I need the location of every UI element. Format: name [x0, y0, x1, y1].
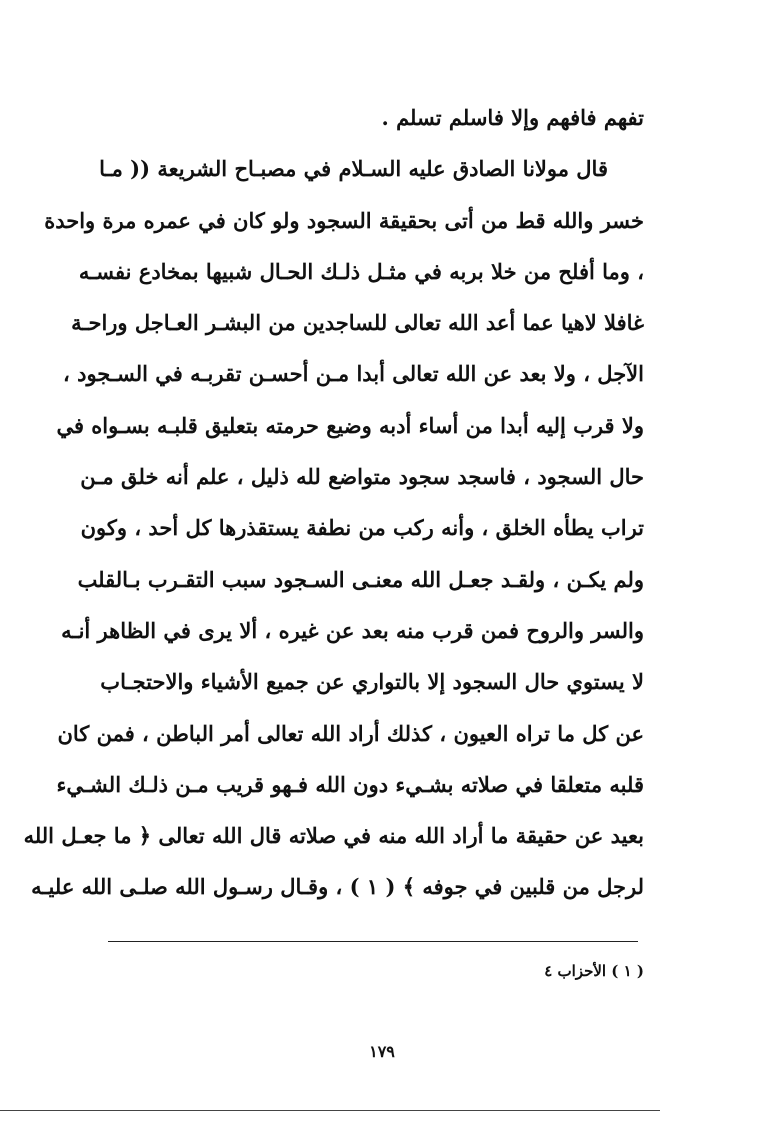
text-line: بعيد عن حقيقة ما أراد الله منه في صلاته قال الله تعالى ﴿ ما جعـل الله — [23, 823, 644, 849]
text-line: لا يستوي حال السجود إلا بالتواري عن جميع الأشياء والاحتجـاب — [100, 669, 644, 695]
text-line: والسر والروح فمن قرب منه بعد عن غيره ، ألا يرى في الظاهر أنـه — [61, 617, 644, 643]
text-line: ، وما أفلح من خلا بربه في مثـل ذلـك الحـال شبيها بمخادع نفسـه — [78, 258, 644, 284]
text-line: لرجل من قلبين في جوفه ﴾ ( ١ ) ، وقـال رسـول الله صلـى الله عليـه — [31, 874, 644, 900]
text-line: غافلا لاهيا عما أعد الله تعالى للساجدين من البشـر العـاجل وراحـة — [71, 310, 644, 336]
text-line: خسر والله قط من أتى بحقيقة السجود ولو كان في عمره مرة واحدة — [44, 207, 644, 233]
scan-edge-line — [0, 1110, 660, 1111]
text-line: ولا قرب إليه أبدا من أساء أدبه وضيع حرمته بتعليق قلبـه بسـواه في — [56, 412, 644, 438]
page-number: ١٧٩ — [369, 1042, 395, 1061]
text-line: عن كل ما تراه العيون ، كذلك أراد الله تعالى أمر الباطن ، فمن كان — [57, 720, 644, 746]
text-line: قلبه متعلقا في صلاته بشـيء دون الله فـهو قريب مـن ذلـك الشـيء — [56, 771, 644, 797]
text-line: تراب يطأه الخلق ، وأنه ركب من نطفة يستقذرها كل أحد ، وكون — [80, 515, 644, 541]
text-line: تفهم فافهم وإلا فاسلم تسلم . — [381, 105, 644, 130]
text-line: ولم يكـن ، ولقـد جعـل الله معنـى السـجود سبب التقـرب بـالقلب — [77, 566, 644, 592]
text-line: الآجل ، ولا بعد عن الله تعالى أبدا مـن أحسـن تقربـه في السـجود ، — [63, 361, 644, 387]
footnote-divider — [108, 941, 638, 942]
text-line: حال السجود ، فاسجد سجود متواضع لله ذليل ، علم أنه خلق مـن — [80, 464, 644, 490]
body-text — [23, 92, 644, 913]
text-line: قال مولانا الصادق عليه السـلام في مصبـاح الشريعة (( مـا — [99, 156, 608, 182]
footnote: ( ١ ) الأحزاب ٤ — [544, 962, 644, 980]
